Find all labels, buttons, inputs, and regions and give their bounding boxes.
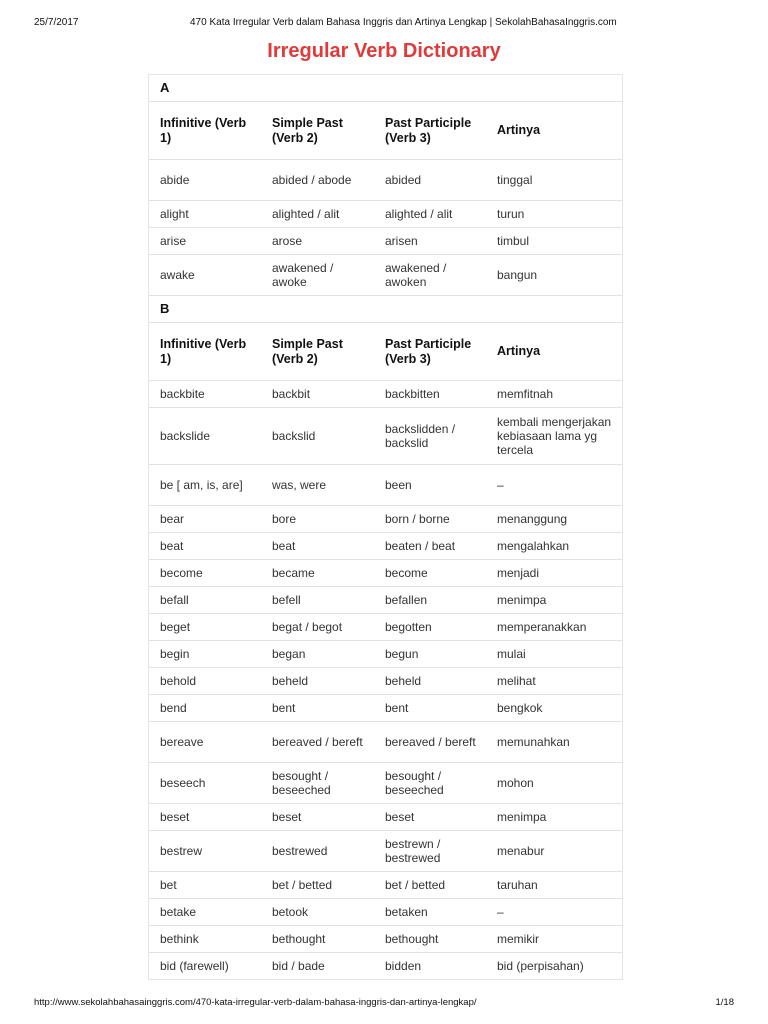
meaning-cell: bangun xyxy=(497,268,538,282)
past-participle-cell: abided xyxy=(385,173,422,187)
simple-past-cell: beheld xyxy=(272,674,309,688)
meaning-cell: – xyxy=(497,478,504,492)
past-participle-cell: born / borne xyxy=(385,512,450,526)
meaning-cell: menanggung xyxy=(497,512,568,526)
table-row xyxy=(149,722,622,763)
past-participle-cell: beaten / beat xyxy=(385,539,456,553)
simple-past-cell: bereaved / bereft xyxy=(272,735,363,749)
meaning-cell: menjadi xyxy=(497,566,540,580)
past-participle-cell: bereaved / bereft xyxy=(385,735,476,749)
simple-past-cell: awakened / awoke xyxy=(272,261,334,289)
past-participle-cell: besought / beseeched xyxy=(385,769,444,797)
infinitive-cell: beseech xyxy=(160,776,206,790)
table-row xyxy=(149,831,622,872)
meaning-cell: kembali mengerjakan kebiasaan lama yg tercela xyxy=(497,415,612,457)
table-row xyxy=(149,695,622,722)
column-header: Infinitive (Verb 1) xyxy=(160,337,247,366)
infinitive-cell: betake xyxy=(160,905,197,919)
simple-past-cell: bent xyxy=(272,701,296,715)
simple-past-cell: arose xyxy=(272,234,303,248)
past-participle-cell: bent xyxy=(385,701,409,715)
simple-past-cell: began xyxy=(272,647,306,661)
meaning-cell: memfitnah xyxy=(497,387,554,401)
simple-past-cell: bet / betted xyxy=(272,878,333,892)
infinitive-cell: behold xyxy=(160,674,197,688)
table-row xyxy=(149,533,622,560)
meaning-cell: menimpa xyxy=(497,593,547,607)
infinitive-cell: abide xyxy=(160,173,190,187)
meaning-cell: memikir xyxy=(497,932,539,946)
source-url-link[interactable]: http://www.sekolahbahasainggris.com/470-kata-irregular-verb-dalam-bahasa-inggris-dan-artinya-lengkap/ xyxy=(34,997,477,1008)
meaning-cell: turun xyxy=(497,207,525,221)
past-participle-cell: befallen xyxy=(385,593,428,607)
table-row xyxy=(149,465,622,506)
column-header: Infinitive (Verb 1) xyxy=(160,116,247,145)
section-letter: B xyxy=(160,301,170,316)
simple-past-cell: beset xyxy=(272,810,302,824)
infinitive-cell: arise xyxy=(160,234,187,248)
table-row xyxy=(149,228,622,255)
table-row xyxy=(149,872,622,899)
meaning-cell: bid (perpisahan) xyxy=(497,959,584,973)
table-row xyxy=(149,668,622,695)
table-row xyxy=(149,804,622,831)
print-date: 25/7/2017 xyxy=(34,17,79,28)
meaning-cell: timbul xyxy=(497,234,530,248)
past-participle-cell: alighted / alit xyxy=(385,207,453,221)
infinitive-cell: backslide xyxy=(160,429,211,443)
simple-past-cell: begat / begot xyxy=(272,620,343,634)
infinitive-cell: bear xyxy=(160,512,185,526)
simple-past-cell: besought / beseeched xyxy=(272,769,331,797)
column-header-row xyxy=(149,323,622,381)
infinitive-cell: bestrew xyxy=(160,844,203,858)
meaning-cell: melihat xyxy=(497,674,536,688)
simple-past-cell: befell xyxy=(272,593,301,607)
past-participle-cell: bidden xyxy=(385,959,422,973)
column-header: Simple Past (Verb 2) xyxy=(272,116,343,145)
past-participle-cell: become xyxy=(385,566,428,580)
infinitive-cell: bend xyxy=(160,701,187,715)
past-participle-cell: bethought xyxy=(385,932,439,946)
meaning-cell: menabur xyxy=(497,844,545,858)
simple-past-cell: betook xyxy=(272,905,309,919)
meaning-cell: mulai xyxy=(497,647,526,661)
column-header-row xyxy=(149,102,622,160)
meaning-cell: menimpa xyxy=(497,810,547,824)
table-row xyxy=(149,408,622,465)
past-participle-cell: backbitten xyxy=(385,387,440,401)
page-title: Irregular Verb Dictionary xyxy=(267,40,501,62)
infinitive-cell: become xyxy=(160,566,203,580)
meaning-cell: mengalahkan xyxy=(497,539,570,553)
meaning-cell: memunahkan xyxy=(497,735,570,749)
table-row xyxy=(149,201,622,228)
infinitive-cell: bereave xyxy=(160,735,204,749)
simple-past-cell: bid / bade xyxy=(272,959,325,973)
print-page-title: 470 Kata Irregular Verb dalam Bahasa Inggris dan Artinya Lengkap | SekolahBahasaInggris.com xyxy=(190,17,617,28)
table-row xyxy=(149,560,622,587)
table-row xyxy=(149,160,622,201)
past-participle-cell: been xyxy=(385,478,412,492)
simple-past-cell: beat xyxy=(272,539,296,553)
table-row xyxy=(149,614,622,641)
simple-past-cell: abided / abode xyxy=(272,173,352,187)
table-row xyxy=(149,506,622,533)
table-row xyxy=(149,763,622,804)
table-row xyxy=(149,641,622,668)
simple-past-cell: alighted / alit xyxy=(272,207,340,221)
infinitive-cell: awake xyxy=(160,268,195,282)
past-participle-cell: begun xyxy=(385,647,419,661)
past-participle-cell: awakened / awoken xyxy=(385,261,447,289)
table-row xyxy=(149,255,622,296)
irregular-verb-table xyxy=(148,74,623,980)
column-header: Past Participle (Verb 3) xyxy=(385,116,472,145)
meaning-cell: – xyxy=(497,905,504,919)
infinitive-cell: beat xyxy=(160,539,184,553)
past-participle-cell: beheld xyxy=(385,674,422,688)
simple-past-cell: bestrewed xyxy=(272,844,328,858)
table-row xyxy=(149,899,622,926)
infinitive-cell: befall xyxy=(160,593,189,607)
past-participle-cell: beset xyxy=(385,810,415,824)
past-participle-cell: backslidden / backslid xyxy=(385,422,456,450)
table-row xyxy=(149,381,622,408)
section-letter-row xyxy=(149,296,622,323)
meaning-cell: mohon xyxy=(497,776,534,790)
column-header: Simple Past (Verb 2) xyxy=(272,337,343,366)
past-participle-cell: bet / betted xyxy=(385,878,446,892)
past-participle-cell: arisen xyxy=(385,234,418,248)
infinitive-cell: bid (farewell) xyxy=(160,959,229,973)
table-row xyxy=(149,926,622,953)
past-participle-cell: bestrewn / bestrewed xyxy=(385,837,441,865)
section-letter: A xyxy=(160,80,170,95)
meaning-cell: bengkok xyxy=(497,701,543,715)
infinitive-cell: beget xyxy=(160,620,191,634)
simple-past-cell: bethought xyxy=(272,932,326,946)
simple-past-cell: was, were xyxy=(272,478,327,492)
past-participle-cell: betaken xyxy=(385,905,428,919)
simple-past-cell: bore xyxy=(272,512,297,526)
column-header: Past Participle (Verb 3) xyxy=(385,337,472,366)
past-participle-cell: begotten xyxy=(385,620,432,634)
section-letter-row xyxy=(149,75,622,102)
infinitive-cell: backbite xyxy=(160,387,205,401)
infinitive-cell: alight xyxy=(160,207,189,221)
infinitive-cell: begin xyxy=(160,647,190,661)
simple-past-cell: backbit xyxy=(272,387,311,401)
column-header: Artinya xyxy=(497,123,541,138)
infinitive-cell: beset xyxy=(160,810,190,824)
infinitive-cell: be [ am, is, are] xyxy=(160,478,243,492)
infinitive-cell: bethink xyxy=(160,932,199,946)
table-row xyxy=(149,953,622,980)
table-row xyxy=(149,587,622,614)
column-header: Artinya xyxy=(497,344,541,359)
infinitive-cell: bet xyxy=(160,878,177,892)
meaning-cell: memperanakkan xyxy=(497,620,587,634)
page-number: 1/18 xyxy=(715,997,734,1008)
simple-past-cell: became xyxy=(272,566,315,580)
meaning-cell: taruhan xyxy=(497,878,538,892)
meaning-cell: tinggal xyxy=(497,173,533,187)
simple-past-cell: backslid xyxy=(272,429,316,443)
